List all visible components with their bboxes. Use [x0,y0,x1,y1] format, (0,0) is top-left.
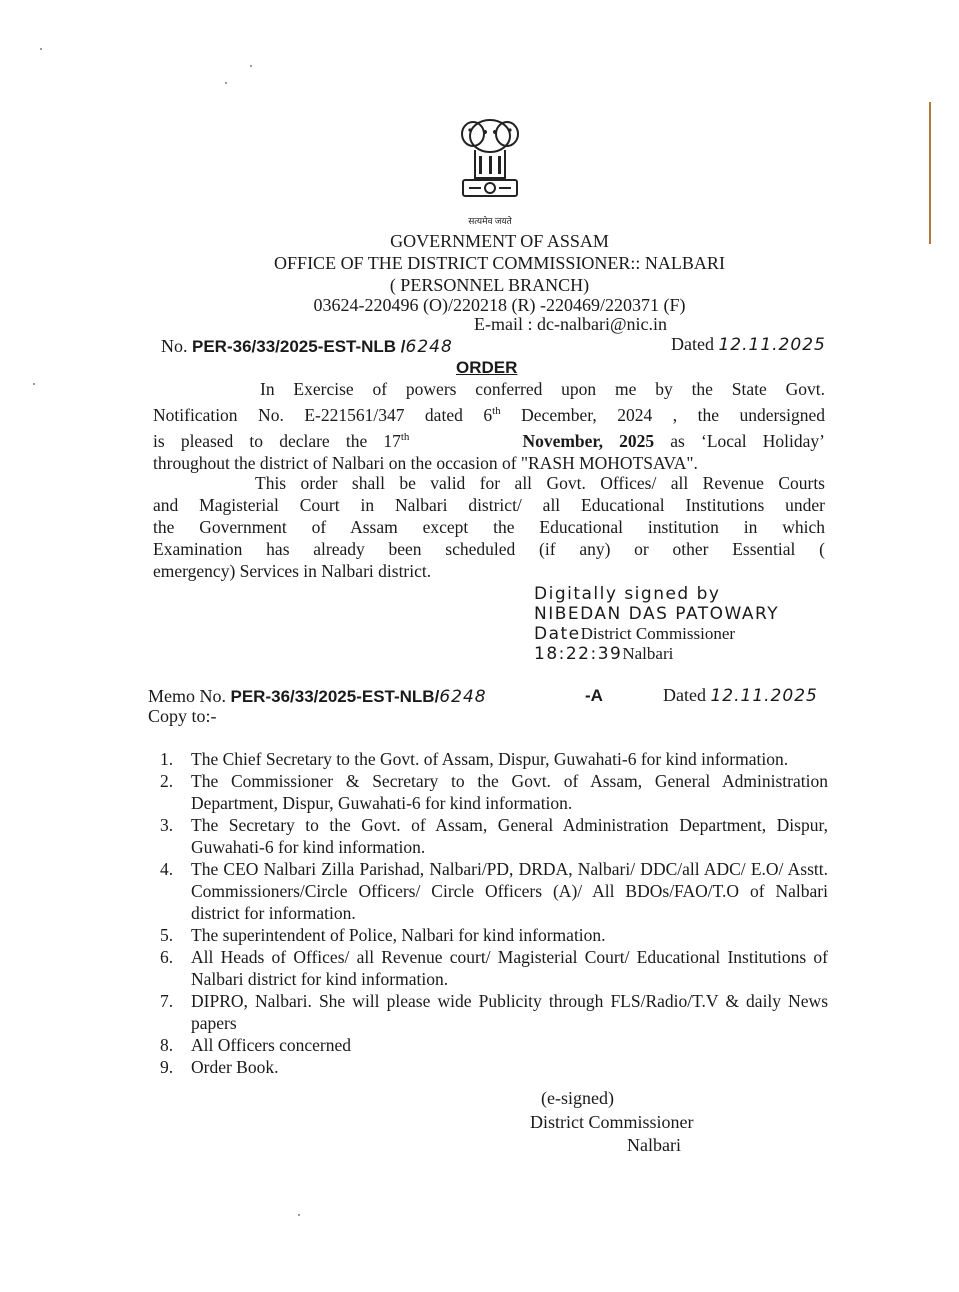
signature-line-2: NIBEDAN DAS PATOWARY [534,604,780,624]
scan-speck [40,48,42,50]
order-number [161,336,453,357]
order-paragraph-2 [153,472,825,582]
memo-date [663,685,818,706]
p1-line-1: In Exercise of powers conferred upon me by the State Govt. [260,379,825,399]
p2-line-1: This order shall be valid for all Govt. Offices/ all Revenue Courts [255,473,825,493]
list-item: 4. The CEO Nalbari Zilla Parishad, Nalbari/PD, DRDA, Nalbari/ DDC/all ADC/ E.O/ Asstt. Commissioners/Circle Officers/ Circle Officers (A)/ All BDOs/FAO/T.O of Nalbari district for information. [160,859,828,923]
memo-suffix: -A [585,686,603,705]
ashoka-emblem-icon [445,108,535,218]
memo-date-label: Dated [663,685,706,705]
order-number-handwritten: 6248 [405,337,453,357]
header-branch: ( PERSONNEL BRANCH) [389,275,590,295]
emblem-motto: सत्यमेव जयते [468,216,512,226]
header-government: GOVERNMENT OF ASSAM [390,231,609,251]
copy-to-label: Copy to:- [148,706,217,726]
order-title: ORDER [456,358,518,377]
list-item: 3. The Secretary to the Govt. of Assam, General Administration Department, Dispur, Guwahati-6 for kind information. [160,815,828,857]
header-email: E-mail : dc-nalbari@nic.in [474,314,668,334]
memo-label: Memo No. [148,686,226,706]
order-date-handwritten: 12.11.2025 [718,335,826,355]
list-item: 9. Order Book. [160,1057,279,1077]
order-date-label: Dated [671,334,714,354]
copy-list [160,748,828,1078]
header-office: OFFICE OF THE DISTRICT COMMISSIONER:: NALBARI [274,253,725,273]
p2-line-2: and Magisterial Court in Nalbari district/ all Educational Institutions under [153,495,825,515]
memo-value: PER-36/33/2025-EST-NLB/ [230,687,440,706]
memo-handwritten: 6248 [439,687,487,707]
digital-signature [534,584,779,664]
memo-number [148,686,487,707]
signature-line-3: DateDistrict Commissioner [534,624,736,644]
list-item: 8. All Officers concerned [160,1035,352,1055]
closing-designation: District Commissioner [530,1112,694,1132]
signature-line-4: 18:22:39Nalbari [534,644,674,664]
p2-line-3: the Government of Assam except the Educational institution in which [153,517,825,537]
scan-speck [225,82,227,84]
closing-esigned: (e-signed) [541,1088,614,1108]
list-item: 6. All Heads of Offices/ all Revenue court/ Magisterial Court/ Educational Institutions of Nalbari district for kind information. [160,947,828,989]
order-date [671,334,826,355]
list-item: 7. DIPRO, Nalbari. She will please wide Publicity through FLS/Radio/T.V & daily News papers [160,991,828,1033]
p2-line-5: emergency) Services in Nalbari district. [153,561,432,581]
margin-mark [929,102,931,244]
scan-speck [250,65,252,67]
p1-line-2: Notification No. E-221561/347 dated 6th December, 2024 , the undersigned [153,404,825,425]
order-number-value: PER-36/33/2025-EST-NLB / [192,337,406,356]
p2-line-4: Examination has already been scheduled (if any) or other Essential ( [153,539,825,559]
scan-speck [298,1214,300,1216]
order-paragraph-1 [153,378,825,474]
list-item: 2. The Commissioner & Secretary to the Govt. of Assam, General Administration Department, Dispur, Guwahati-6 for kind information. [160,771,828,813]
signature-line-1: Digitally signed by [534,584,721,604]
closing-place: Nalbari [627,1135,681,1155]
list-item: 1. The Chief Secretary to the Govt. of Assam, Dispur, Guwahati-6 for kind information. [160,749,789,769]
p1-line-3: is pleased to declare the 17th November, 2025 as ‘Local Holiday’ [153,430,826,451]
header-phone: 03624-220496 (O)/220218 (R) -220469/220371 (F) [313,295,686,315]
memo-date-handwritten: 12.11.2025 [710,686,818,706]
scan-speck [33,383,35,385]
p1-line-4: throughout the district of Nalbari on the occasion of "RASH MOHOTSAVA". [153,452,698,473]
list-item: 5. The superintendent of Police, Nalbari for kind information. [160,925,606,945]
order-number-label: No. [161,336,188,356]
